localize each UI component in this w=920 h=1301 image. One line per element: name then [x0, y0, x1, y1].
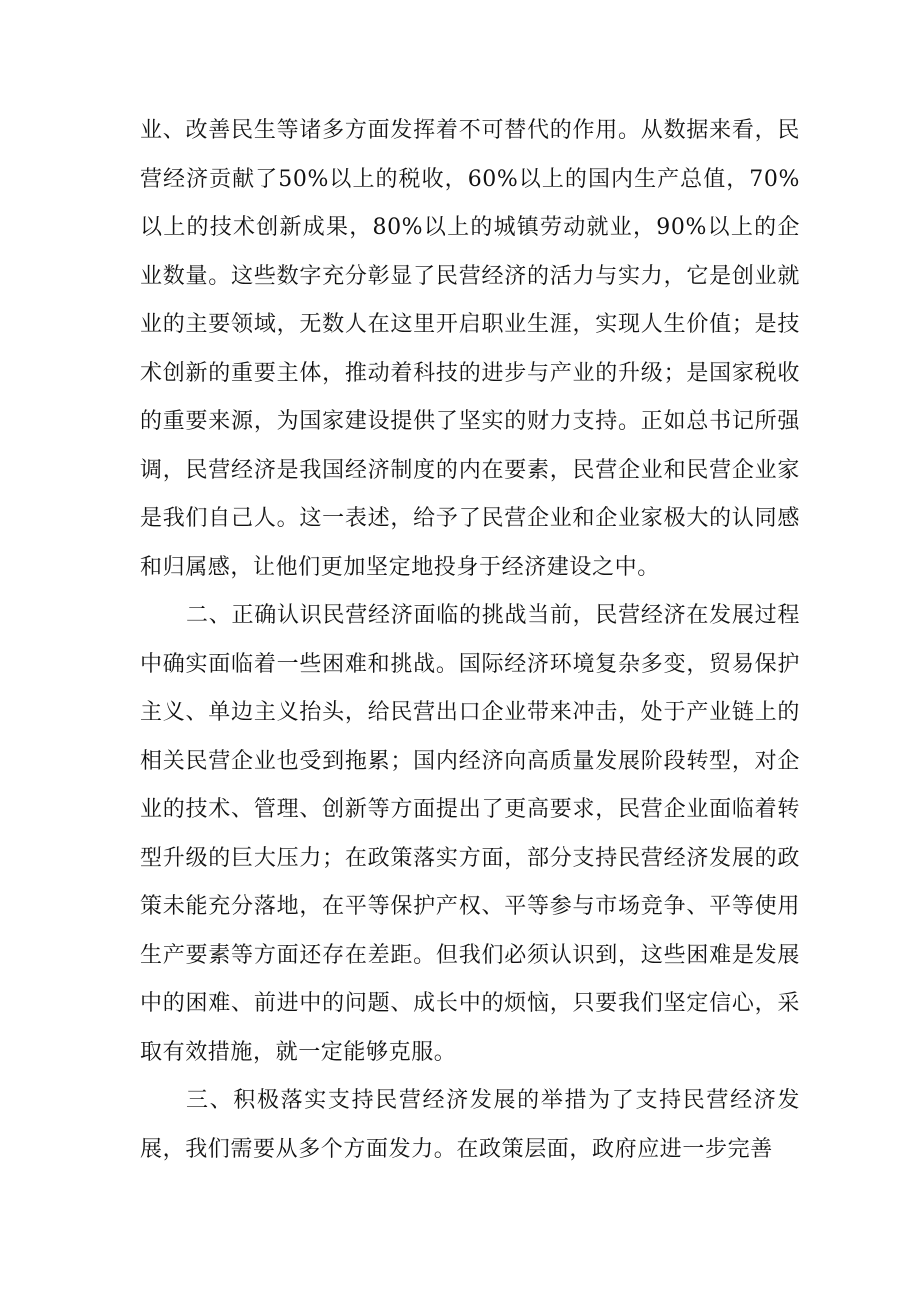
paragraph-continuation: 业、改善民生等诸多方面发挥着不可替代的作用。从数据来看，民营经济贡献了50%以上的税收，60%以上的国内生产总值，70%以上的技术创新成果，80%以上的城镇劳动就业，90%以上的企业数量。这些数字充分彰显了民营经济的活力与实力，它是创业就业的主要领域，无数人在这里开启职业生涯，实现人生价值；是技术创新的重要主体，推动着科技的进步与产业的升级；是国家税收的重要来源，为国家建设提供了坚实的财力支持。正如总书记所强调，民营经济是我国经济制度的内在要素，民营企业和民营企业家是我们自己人。这一表述，给予了民营企业和企业家极大的认同感和归属感，让他们更加坚定地投身于经济建设之中。: [140, 118, 800, 580]
paragraph-section-two: 二、正确认识民营经济面临的挑战当前，民营经济在发展过程中确实面临着一些困难和挑战。国际经济环境复杂多变，贸易保护主义、单边主义抬头，给民营出口企业带来冲击，处于产业链上的相关民营企业也受到拖累；国内经济向高质量发展阶段转型，对企业的技术、管理、创新等方面提出了更高要求，民营企业面临着转型升级的巨大压力；在政策落实方面，部分支持民营经济发展的政策未能充分落地，在平等保护产权、平等参与市场竞争、平等使用生产要素等方面还存在差距。但我们必须认识到，这些困难是发展中的困难、前进中的问题、成长中的烦恼，只要我们坚定信心，采取有效措施，就一定能够克服。: [140, 603, 800, 1065]
paragraph-section-three: 三、积极落实支持民营经济发展的举措为了支持民营经济发展，我们需要从多个方面发力。在政策层面，政府应进一步完善: [140, 1088, 800, 1162]
document-body: [140, 107, 800, 1174]
